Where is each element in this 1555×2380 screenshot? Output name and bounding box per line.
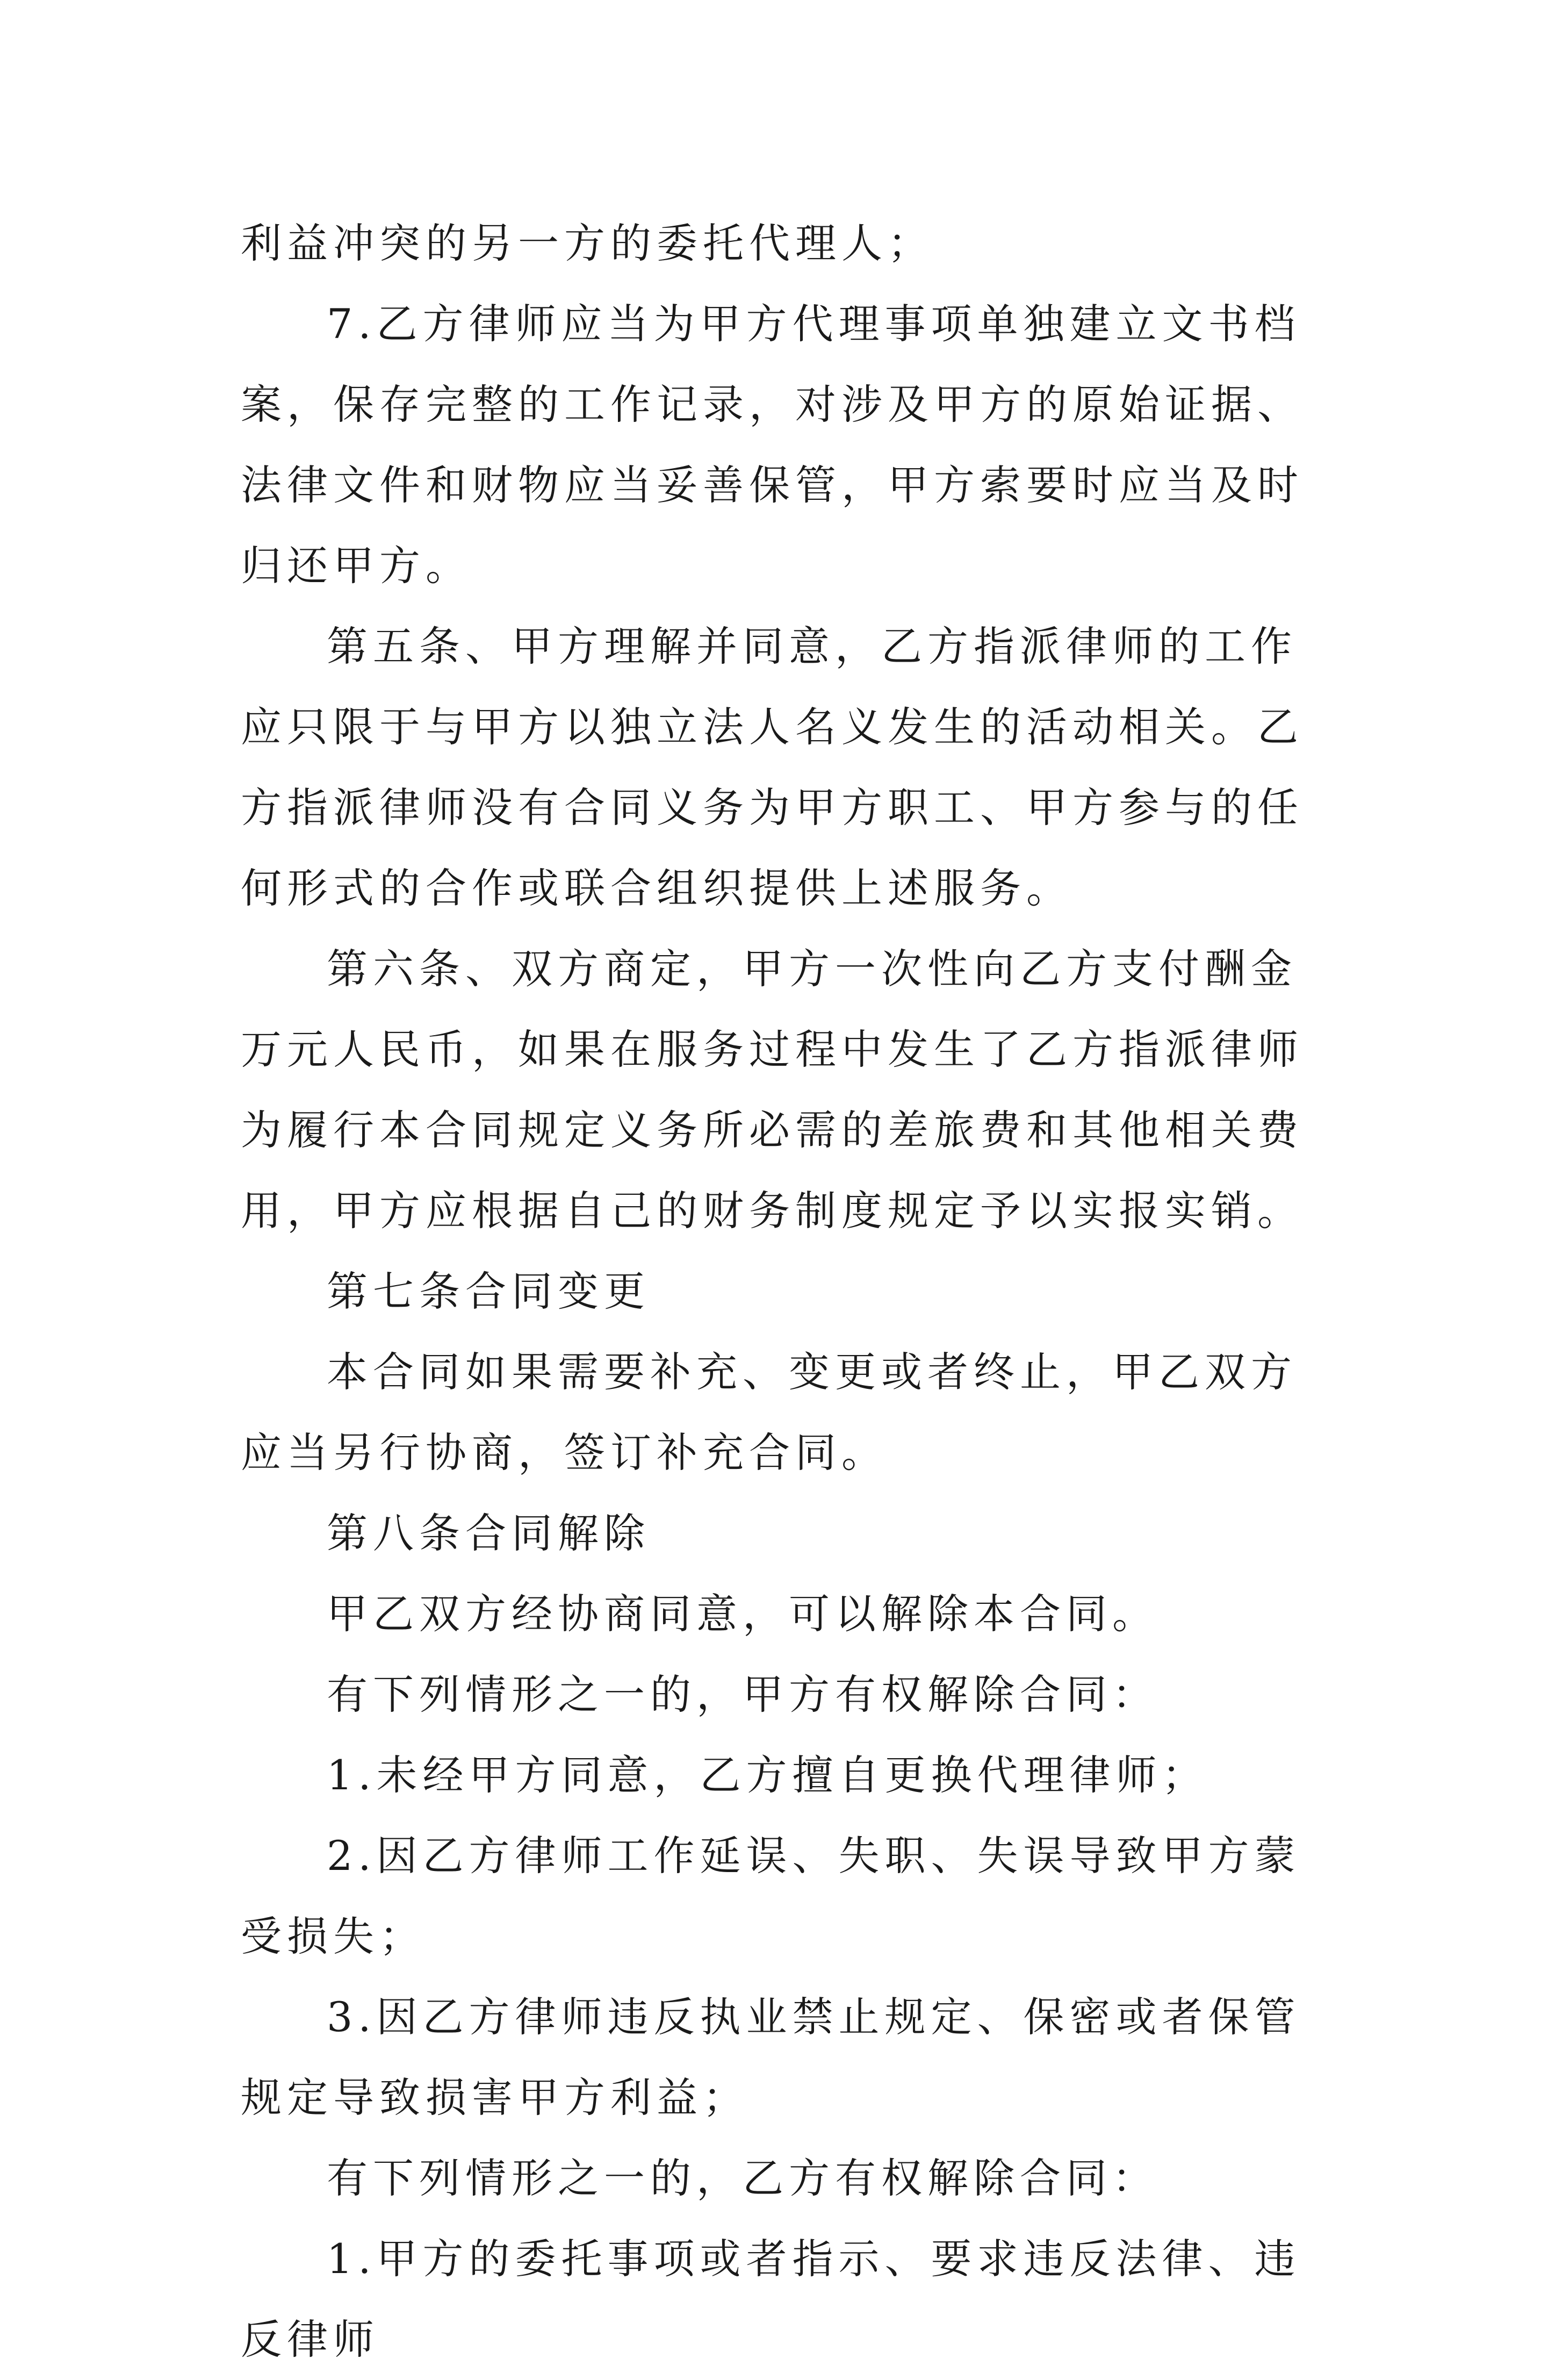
list-item: 3.因乙方律师违反执业禁止规定、保密或者保管规定导致损害甲方利益； — [241, 1993, 1301, 2121]
paragraph: 第六条、双方商定，甲方一次性向乙方支付酬金万元人民币，如果在服务过程中发生了乙方指派律师为履行本合同规定义务所必需的差旅费和其他相关费用，甲方应根据自己的财务制度规定予以实报实销。 — [241, 945, 1304, 1235]
paragraph: 第五条、甲方理解并同意，乙方指派律师的工作应只限于与甲方以独立法人名义发生的活动相关。乙方指派律师没有合同义务为甲方职工、甲方参与的任何形式的合作或联合组织提供上述服务。 — [241, 622, 1304, 912]
list-item: 1.未经甲方同意，乙方擅自更换代理律师； — [327, 1751, 1208, 1799]
paragraph: 有下列情形之一的，甲方有权解除合同： — [327, 1671, 1158, 1718]
paragraph: 有下列情形之一的，乙方有权解除合同： — [327, 2154, 1158, 2202]
paragraph: 7.乙方律师应当为甲方代理事项单独建立文书档案，保存完整的工作记录，对涉及甲方的原始证据、法律文件和财物应当妥善保管，甲方索要时应当及时归还甲方。 — [241, 300, 1304, 590]
section-heading: 第七条合同变更 — [327, 1267, 650, 1315]
list-item: 1.甲方的委托事项或者指示、要求违反法律、违反律师 — [241, 2235, 1301, 2363]
paragraph: 利益冲突的另一方的委托代理人； — [241, 219, 934, 267]
list-item: 2.因乙方律师工作延误、失职、失误导致甲方蒙受损失； — [241, 1832, 1301, 1960]
paragraph: 甲乙双方经协商同意，可以解除本合同。 — [327, 1590, 1158, 1638]
paragraph: 本合同如果需要补充、变更或者终止，甲乙双方应当另行协商，签订补充合同。 — [241, 1348, 1297, 1476]
document-page — [241, 203, 1331, 2380]
section-heading: 第八条合同解除 — [327, 1509, 650, 1557]
